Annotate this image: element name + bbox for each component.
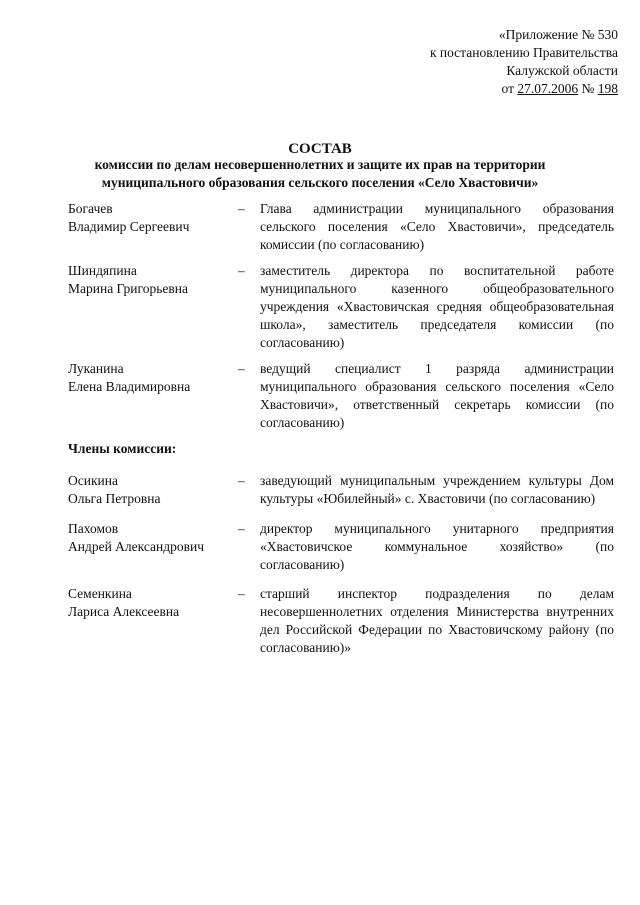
member-given-name: Владимир Сергеевич: [68, 219, 190, 234]
appendix-line: Калужской области: [506, 63, 618, 78]
member-given-name: Ольга Петровна: [68, 491, 161, 506]
dash-separator: –: [238, 473, 245, 488]
resolution-number: 198: [597, 81, 618, 96]
member-name: [68, 472, 238, 508]
dash-separator: –: [238, 361, 245, 376]
member-role: заведующий муниципальным учреждением культуры Дом культуры «Юбилейный» с. Хвастовичи (по согласованию): [260, 473, 614, 506]
appendix-date-line: [430, 80, 618, 98]
member-name: [68, 520, 238, 556]
dash-separator: –: [238, 263, 245, 278]
member-role: Глава администрации муниципального образования сельского поселения «Село Хвастовичи», председатель комиссии (по согласованию): [260, 201, 614, 252]
dash-separator: –: [238, 201, 245, 216]
member-role: ведущий специалист 1 разряда администрации муниципального образования сельского поселения «Село Хвастовичи», ответственный секретарь комиссии (по согласованию): [260, 361, 614, 430]
resolution-date: 27.07.2006: [517, 81, 579, 96]
member-name: [68, 585, 238, 621]
members-heading: Члены комиссии:: [68, 441, 177, 456]
document-subtitle: [40, 156, 600, 192]
dash-separator: –: [238, 586, 245, 601]
member-surname: Пахомов: [68, 521, 119, 536]
member-surname: Осикина: [68, 473, 118, 488]
appendix-line: «Приложение № 530: [498, 27, 618, 42]
document-title: СОСТАВ: [288, 141, 352, 157]
member-surname: Шиндяпина: [68, 263, 137, 278]
appendix-block: [430, 26, 618, 98]
subtitle-line: комиссии по делам несовершеннолетних и защите их прав на территории: [94, 157, 546, 172]
member-role: заместитель директора по воспитательной работе муниципального казенного общеобразовательного учреждения «Хвастовичская средняя общеобразовательная школа», заместитель председателя комиссии (по согласованию): [260, 263, 614, 350]
member-surname: Богачев: [68, 201, 113, 216]
dash-separator: –: [238, 521, 245, 536]
member-surname: Семенкина: [68, 586, 132, 601]
number-prefix: №: [578, 81, 598, 96]
member-role: директор муниципального унитарного предприятия «Хвастовичское коммунальное хозяйство» (по согласованию): [260, 521, 614, 572]
member-given-name: Андрей Александрович: [68, 539, 205, 554]
appendix-line: к постановлению Правительства: [429, 45, 618, 60]
member-given-name: Лариса Алексеевна: [68, 604, 180, 619]
member-given-name: Елена Владимировна: [68, 379, 191, 394]
member-role: старший инспектор подразделения по делам несовершеннолетних отделения Министерства внутренних дел Российской Федерации по Хвастовичскому району (по согласованию)»: [260, 586, 614, 655]
member-name: [68, 360, 238, 396]
member-given-name: Марина Григорьевна: [68, 281, 188, 296]
member-name: [68, 262, 238, 298]
subtitle-line: муниципального образования сельского поселения «Село Хвастовичи»: [101, 175, 539, 190]
member-surname: Луканина: [68, 361, 124, 376]
date-prefix: от: [501, 81, 518, 96]
member-name: [68, 200, 238, 236]
